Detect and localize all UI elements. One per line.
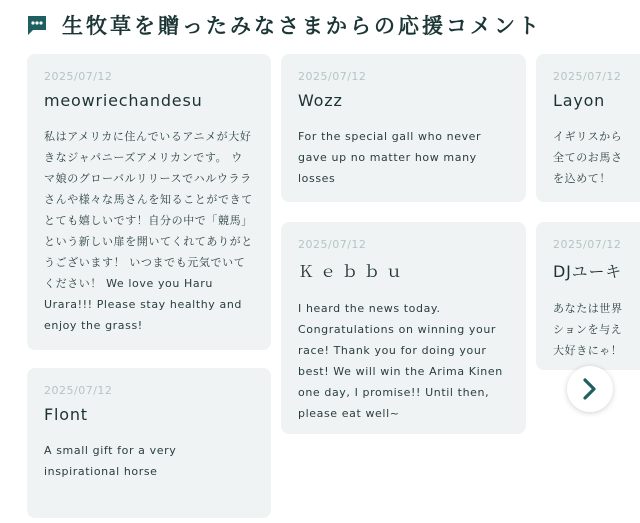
comment-card bbox=[27, 54, 271, 350]
comment-author: Layon bbox=[553, 91, 606, 110]
section-header bbox=[26, 8, 542, 42]
comment-text: I heard the news today. Congratulations on winning your race! Thank you for doing your best! We will win the Arima Kinen one day, I promise!! Until then, please eat well~ bbox=[298, 302, 503, 420]
comment-card bbox=[536, 222, 640, 370]
comment-card bbox=[536, 54, 640, 202]
comment-card bbox=[281, 54, 526, 202]
comment-date: 2025/07/12 bbox=[44, 70, 113, 83]
comment-text: A small gift for a very inspirational horse bbox=[44, 444, 177, 478]
comment-author: Wozz bbox=[298, 91, 343, 110]
comment-text: あなたは世界ションを与え大好きにゃ！ bbox=[553, 302, 623, 357]
comment-text: For the special gall who never gave up no matter how many losses bbox=[298, 130, 482, 185]
comment-text: 私はアメリカに住んでいるアニメが大好きなジャパニーズアメリカンです。 ウマ娘のグローバルリリースでハルウララさんや様々な馬さんを知ることができてとても嬉しいです！自分の中で「競馬」という新しい扉を開いてくれてありがとうございます！ いつまでも元気でいてください！ We love you Haru Urara!!! Please stay healthy and enjoy the grass! bbox=[44, 130, 253, 332]
comment-author: Ｋｅｂｂｕ bbox=[298, 262, 409, 281]
carousel-next-button[interactable] bbox=[567, 366, 613, 412]
comment-text: イギリスから全てのお馬さを込めて！ bbox=[553, 130, 623, 185]
chevron-right-icon bbox=[581, 378, 599, 400]
page-title: 生牧草を贈ったみなさまからの応援コメント bbox=[62, 14, 542, 38]
comment-author: meowriechandesu bbox=[44, 91, 203, 110]
comment-date: 2025/07/12 bbox=[44, 384, 113, 397]
comment-author: DJユーキ bbox=[553, 262, 623, 281]
comment-date: 2025/07/12 bbox=[553, 238, 622, 251]
comment-date: 2025/07/12 bbox=[298, 238, 367, 251]
comment-author: Flont bbox=[44, 405, 88, 424]
comment-date: 2025/07/12 bbox=[298, 70, 367, 83]
comment-card bbox=[281, 222, 526, 434]
comment-card bbox=[27, 368, 271, 518]
comment-date: 2025/07/12 bbox=[553, 70, 622, 83]
chat-bubble-icon bbox=[26, 14, 48, 36]
